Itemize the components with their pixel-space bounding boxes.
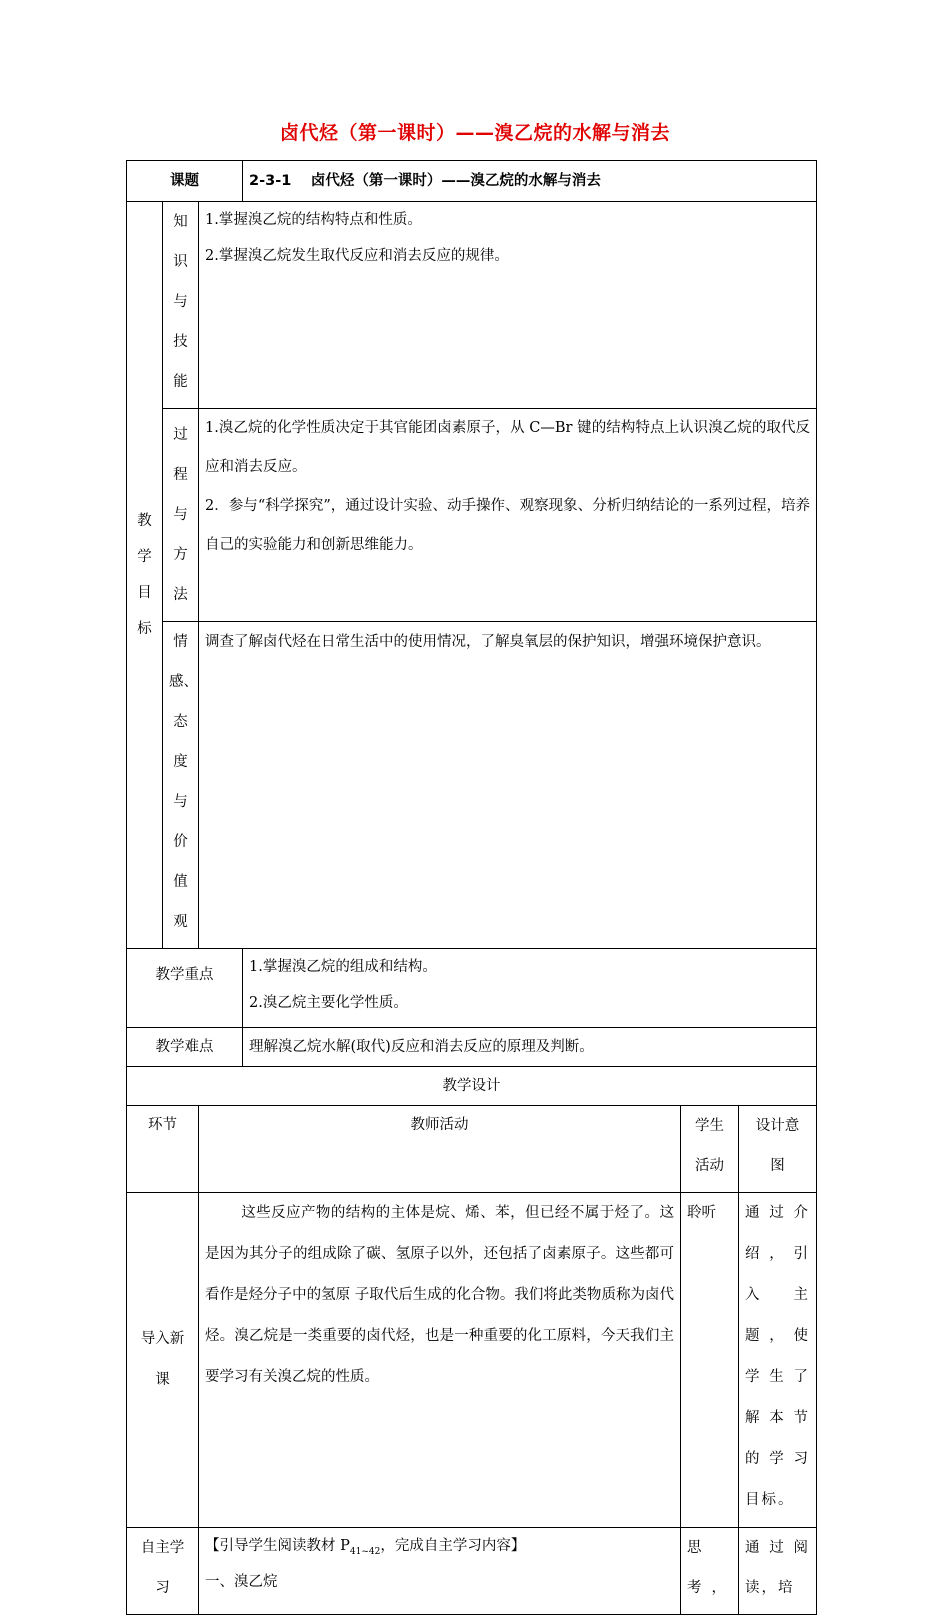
design-row-self-study [127, 1528, 817, 1615]
goal-emotion-row [127, 622, 817, 949]
goal-emotion-label: 情感、 态度与 价值观 [163, 622, 199, 949]
teacher-activity-intro: 这些反应产物的结构的主体是烷、烯、苯，但已经不属于烃了。这是因为其分子的组成除了碳、氢原子以外，还包括了卤素原子。这些都可看作是烃分子中的氢原 子取代后生成的化合物。我们将此类物质称为卤代烃。溴乙烷是一类重要的卤代烃，也是一种重要的化工原料，今天我们主要学习有关溴乙烷的性质。 [199, 1193, 681, 1528]
difficulty-text: 理解溴乙烷水解(取代)反应和消去反应的原理及判断。 [243, 1028, 817, 1067]
design-header-row [127, 1106, 817, 1193]
lesson-plan-table [126, 160, 817, 1615]
goal-emotion-text: 调查了解卤代烃在日常生活中的使用情况，了解臭氧层的保护知识，增强环境保护意识。 [199, 622, 817, 949]
difficulty-label: 教学难点 [127, 1028, 243, 1067]
goal-process-label: 过程与 方法 [163, 409, 199, 622]
stage-self-study: 自主学 习 [127, 1528, 199, 1615]
goal-knowledge-row [127, 202, 817, 409]
topic-row [127, 161, 817, 202]
col-student-header: 学生 活动 [681, 1106, 739, 1193]
topic-label: 课题 [127, 161, 243, 202]
design-row-intro [127, 1193, 817, 1528]
intent-self-study: 通过阅读，培 [739, 1528, 817, 1615]
key-points-label: 教学重点 [127, 949, 243, 1028]
col-stage-header: 环节 [127, 1106, 199, 1193]
topic-value: 2-3-1 卤代烃（第一课时）——溴乙烷的水解与消去 [243, 161, 817, 202]
teacher-activity-self-study: 【引导学生阅读教材 $P_{41\sim 42}$，完成自主学习内容】 一、溴乙烷 [199, 1528, 681, 1615]
difficulty-row [127, 1028, 817, 1067]
col-teacher-header: 教师活动 [199, 1106, 681, 1193]
design-heading-row [127, 1067, 817, 1106]
goals-label: 教 学 目 标 [127, 202, 163, 949]
goal-knowledge-label: 知识与 技能 [163, 202, 199, 409]
intent-intro: 通过介绍，引入主题，使学生了解本节的学习目标。 [739, 1193, 817, 1528]
document-title: 卤代烃（第一课时）——溴乙烷的水解与消去 [279, 122, 670, 144]
key-points-text: 1.掌握溴乙烷的组成和结构。 2.溴乙烷主要化学性质。 [243, 949, 817, 1028]
goal-process-row [127, 409, 817, 622]
design-heading: 教学设计 [127, 1067, 817, 1106]
student-activity-intro: 聆听 [681, 1193, 739, 1528]
key-points-row [127, 949, 817, 1028]
col-intent-header: 设计意 图 [739, 1106, 817, 1193]
goal-process-text: 1.溴乙烷的化学性质决定于其官能团卤素原子，从 C—Br 键的结构特点上认识溴乙烷的取代反应和消去反应。 2．参与“科学探究”，通过设计实验、动手操作、观察现象、分析归纳结论的一系列过程，培养自己的实验能力和创新思维能力。 [199, 409, 817, 622]
goal-knowledge-text: 1.掌握溴乙烷的结构特点和性质。 2.掌握溴乙烷发生取代反应和消去反应的规律。 [199, 202, 817, 409]
stage-intro: 导入新 课 [127, 1193, 199, 1528]
student-activity-self-study: 思考， [681, 1528, 739, 1615]
